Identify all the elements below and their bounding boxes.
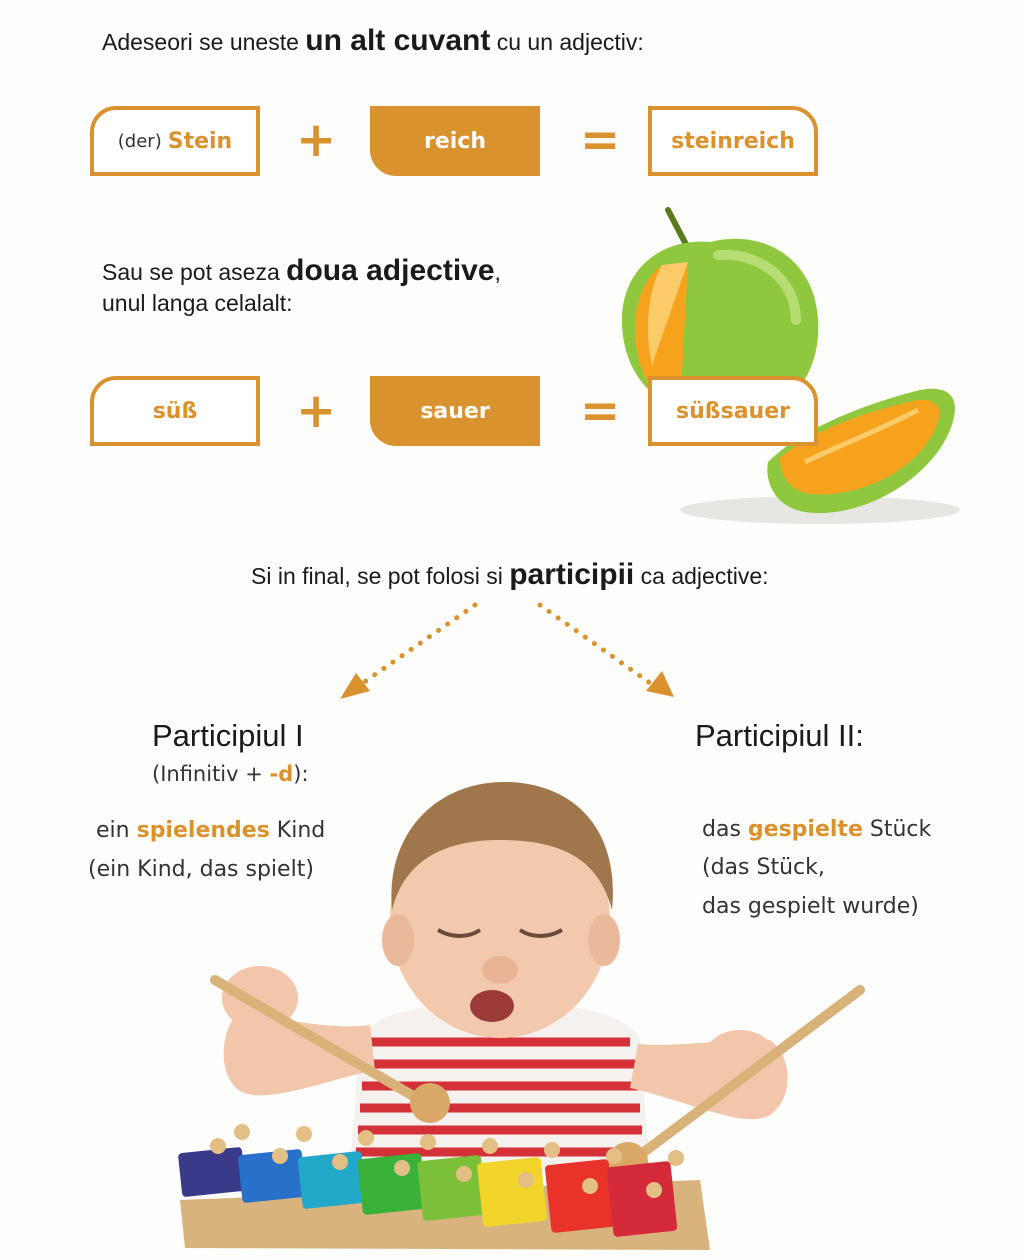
final-text-bold: participii (509, 558, 635, 591)
result-box-suesssauer: süßsauer (648, 376, 818, 446)
participle-1-word: spielendes (136, 818, 270, 843)
intro-text-bold: un alt cuvant (305, 24, 491, 57)
participle-2-example-post: Stück (862, 817, 932, 842)
participle-2-explanation-2: das gespielt wurde) (702, 894, 919, 919)
word-box-suess: süß (90, 376, 260, 446)
baby-xylophone-photo (170, 770, 880, 1260)
final-text-post: ca adjective: (634, 563, 769, 589)
participle-2-word: gespielte (747, 817, 863, 842)
participle-1-example-post: Kind (269, 818, 326, 843)
mid-text-pre: Sau se pot aseza (102, 259, 287, 285)
participle-1-explanation: (ein Kind, das spielt) (88, 857, 314, 882)
arrow-head-left-icon (340, 673, 370, 699)
participle-1-rule-post: ): (293, 762, 309, 786)
participle-2-explanation-1: (das Stück, (702, 855, 825, 880)
final-text (251, 558, 769, 592)
mid-text-bold: doua adjective (286, 254, 495, 287)
dotted-arrows (330, 595, 690, 705)
word-box-stein (90, 106, 260, 176)
result-box-steinreich: steinreich (648, 106, 818, 176)
dotted-arrow-left (360, 605, 475, 685)
dotted-arrow-right (540, 605, 650, 683)
intro-text-post: cu un adjectiv: (490, 29, 644, 55)
mid-text (102, 254, 501, 288)
mid-text-post: , (494, 259, 501, 285)
final-text-pre: Si in final, se pot folosi si (251, 563, 510, 589)
participle-1-title: Participiul I (152, 718, 304, 753)
word-box-sauer: sauer (370, 376, 540, 446)
equals-sign-2: = (580, 383, 621, 439)
word-stein: Stein (167, 128, 233, 154)
plus-sign-2: + (296, 383, 337, 439)
participle-2-example-pre: das (702, 817, 748, 842)
plus-sign: + (296, 112, 337, 168)
participle-2-title: Participiul II: (695, 718, 864, 753)
mid-text-line2: unul langa celalalt: (102, 290, 293, 316)
article-der: (der) (117, 130, 162, 152)
participle-1-suffix: -d (269, 762, 294, 786)
participle-1-example-pre: ein (96, 818, 137, 843)
intro-text (102, 24, 644, 58)
equals-sign: = (580, 112, 621, 168)
word-box-reich: reich (370, 106, 540, 176)
intro-text-pre: Adeseori se uneste (102, 29, 306, 55)
participle-1-rule-pre: (Infinitiv + (152, 762, 270, 786)
apple-orange-illustration (600, 200, 980, 530)
